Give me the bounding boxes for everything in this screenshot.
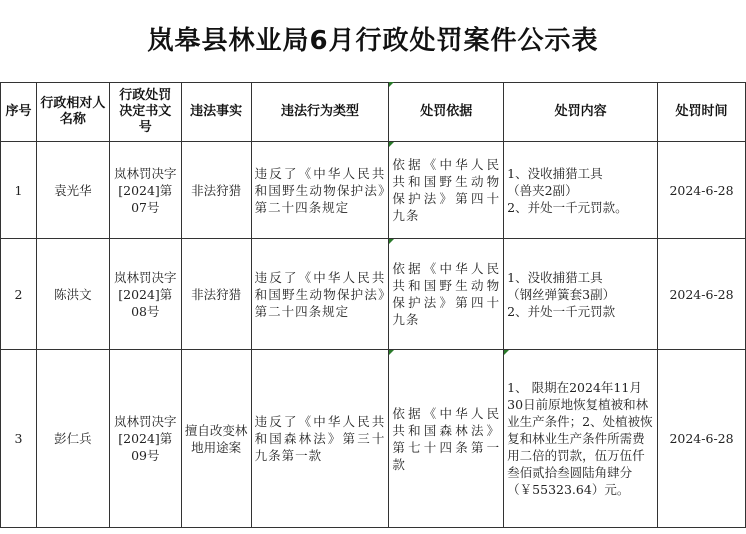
row-no: 3 <box>1 350 37 528</box>
row-doc: 岚林罚决字[2024]第09号 <box>109 350 181 528</box>
table-row <box>1 239 746 350</box>
row-name: 彭仁兵 <box>36 350 109 528</box>
row-type: 违反了《中华人民共和国野生动物保护法》第二十四条规定 <box>251 239 389 350</box>
cell-marker-icon <box>389 350 394 355</box>
row-type: 违反了《中华人民共和国野生动物保护法》第二十四条规定 <box>251 142 389 239</box>
row-doc: 岚林罚决字[2024]第07号 <box>109 142 181 239</box>
row-date: 2024-6-28 <box>658 239 746 350</box>
header-name: 行政相对人名称 <box>36 83 109 142</box>
cell-marker-icon <box>389 142 394 147</box>
row-no: 1 <box>1 142 37 239</box>
row-date: 2024-6-28 <box>658 350 746 528</box>
header-basis: 处罚依据 <box>389 83 504 142</box>
row-date: 2024-6-28 <box>658 142 746 239</box>
row-doc: 岚林罚决字[2024]第08号 <box>109 239 181 350</box>
row-fact: 非法狩猎 <box>181 142 251 239</box>
row-fact: 擅自改变林地用途案 <box>181 350 251 528</box>
row-fact: 非法狩猎 <box>181 239 251 350</box>
penalty-table <box>0 82 746 528</box>
row-basis: 依据《中华人民共和国森林法》第七十四条第一款 <box>389 350 504 528</box>
table-row <box>1 350 746 528</box>
header-doc: 行政处罚决定书文号 <box>109 83 181 142</box>
row-type: 违反了《中华人民共和国森林法》第三十九条第一款 <box>251 350 389 528</box>
header-row <box>1 83 746 142</box>
row-content: 1、没收捕猎工具 （兽夹2副） 2、并处一千元罚款。 <box>504 142 658 239</box>
cell-marker-icon <box>389 82 394 87</box>
row-no: 2 <box>1 239 37 350</box>
table-row <box>1 142 746 239</box>
header-content: 处罚内容 <box>504 83 658 142</box>
row-name: 袁光华 <box>36 142 109 239</box>
header-date: 处罚时间 <box>658 83 746 142</box>
row-content: 1、 限期在2024年11月30日前原地恢复植被和林业生产条件；2、处植被恢复和林业生产条件所需费用二倍的罚款，伍万伍仟叁佰贰拾叁圆陆角肆分（￥55323.64）元。 <box>504 350 658 528</box>
page-title: 岚皋县林业局6月行政处罚案件公示表 <box>147 26 599 56</box>
row-name: 陈洪文 <box>36 239 109 350</box>
row-basis: 依据《中华人民共和国野生动物保护法》第四十九条 <box>389 142 504 239</box>
header-no: 序号 <box>1 83 37 142</box>
row-content: 1、没收捕猎工具 （钢丝弹簧套3副） 2、并处一千元罚款 <box>504 239 658 350</box>
header-fact: 违法事实 <box>181 83 251 142</box>
header-type: 违法行为类型 <box>251 83 389 142</box>
cell-marker-icon <box>504 350 509 355</box>
cell-marker-icon <box>389 239 394 244</box>
row-basis: 依据《中华人民共和国野生动物保护法》第四十九条 <box>389 239 504 350</box>
